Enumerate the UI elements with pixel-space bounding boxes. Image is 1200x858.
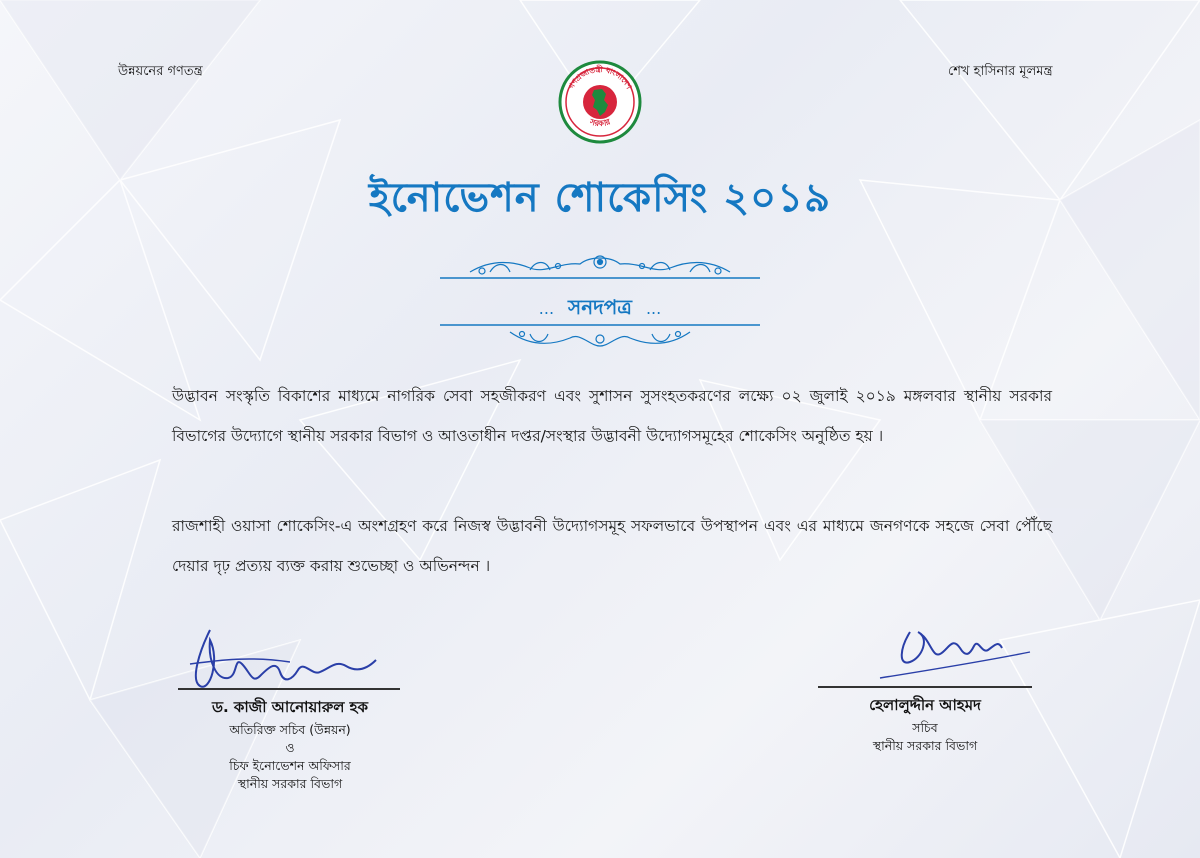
left-signatory-conjunction: ও	[285, 740, 295, 755]
right-signatory	[805, 694, 1045, 755]
left-slogan: উন্নয়নের গণতন্ত্র	[118, 64, 203, 79]
svg-text:সরকার: সরকার	[588, 117, 612, 129]
right-signature	[870, 618, 1040, 688]
left-signatory-name: ড. কাজী আনোয়ারুল হক	[211, 698, 369, 716]
left-signatory-designation-2: চিফ ইনোভেশন অফিসার	[229, 758, 351, 773]
left-dots: ...	[538, 299, 555, 318]
svg-text:গণপ্রজাতন্ত্রী বাংলাদেশ: গণপ্রজাতন্ত্রী বাংলাদেশ	[566, 64, 634, 91]
left-signatory	[170, 696, 410, 793]
body-paragraph-1: উদ্ভাবন সংস্কৃতি বিকাশের মাধ্যমে নাগরিক সেবা সহজীকরণ এবং সুশাসন সুসংহতকরণের লক্ষ্যে ০২ জুলাই ২০১৯ মঙ্গলবার স্থানীয় সরকার বিভাগের উদ্যোগে স্থানীয় সরকার বিভাগ ও আওতাধীন দপ্তর/সংস্থার উদ্ভাবনী উদ্যোগসমূহের শোকেসিং অনুষ্ঠিত হয় ।	[172, 387, 1052, 445]
left-signature-line	[178, 688, 400, 690]
top-ornament-decoration	[430, 252, 770, 280]
right-signatory-name: হেলালুদ্দীন আহমদ	[869, 696, 981, 714]
certificate-label: সনদপত্র	[568, 295, 632, 319]
right-dots: ...	[645, 299, 662, 318]
right-signatory-office: স্থানীয় সরকার বিভাগ	[872, 738, 978, 753]
certificate-title: ইনোভেশন শোকেসিং ২০১৯	[368, 175, 832, 221]
left-signatory-office: স্থানীয় সরকার বিভাগ	[237, 776, 343, 791]
right-signature-line	[818, 686, 1032, 688]
left-signatory-designation-1: অতিরিক্ত সচিব (উন্নয়ন)	[229, 722, 351, 737]
body-paragraph-2: রাজশাহী ওয়াসা শোকেসিং-এ অংশগ্রহণ করে নিজস্ব উদ্ভাবনী উদ্যোগসমূহ সফলভাবে উপস্থাপন এবং এর মাধ্যমে জনগণকে সহজে সেবা পৌঁছে দেয়ার দৃঢ় প্রত্যয় ব্যক্ত করায় শুভেচ্ছা ও অভিনন্দন ।	[172, 517, 1052, 575]
right-signatory-designation: সচিব	[912, 720, 938, 735]
right-slogan: শেখ হাসিনার মূলমন্ত্র	[948, 64, 1053, 79]
government-emblem-logo	[558, 60, 642, 144]
bottom-ornament-decoration	[430, 322, 770, 352]
